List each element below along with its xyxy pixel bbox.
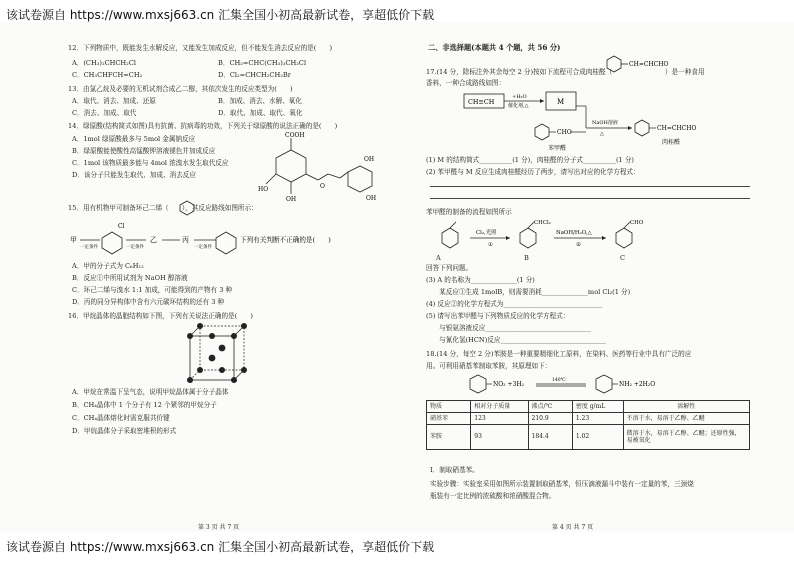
group-cooh: COOH: [285, 132, 305, 139]
table-cell: 苯胺: [427, 425, 471, 450]
q14-option-a: A．1mol 绿原酸最多与 5mol 金属钠反应: [72, 135, 196, 143]
q13-stem: 13．由氯乙烷及必要的无机试剂合成乙二醇，其依次发生的反应类型为( ): [68, 85, 293, 93]
prep-reagent-1: Cl₂,光照: [476, 230, 497, 236]
table-header: 物质: [427, 401, 471, 413]
watermark-top: 该试卷源自 https://www.mxsj663.cn 汇集全国小初高最新试卷，享超低价下载: [6, 8, 435, 22]
q12-option-c: C．CH₃CHFCH=CH₂: [72, 71, 143, 79]
table-cell: 1.23: [572, 413, 623, 425]
benzaldehyde-prep-route: [436, 216, 676, 256]
q17-part-5b: 与氰化氢(HCN)反应________________________________: [426, 336, 606, 344]
table-row: [427, 425, 750, 450]
label-c: C: [620, 254, 626, 262]
q14-option-b: B．绿原酸能使酸性高锰酸钾溶液褪色并加成反应: [72, 147, 216, 155]
q16-option-d: D．甲烷晶体分子采取密堆积的形式: [72, 427, 177, 435]
route-label-bing: 丙: [182, 236, 189, 244]
prep-cho: CHO: [630, 220, 644, 226]
answer-line: [430, 186, 750, 187]
methane-unit-cell: [184, 322, 250, 388]
page-number-left: 第 3 页 共 7 页: [198, 524, 240, 531]
q18-part-1: Ⅰ．制取硝基苯。: [430, 466, 479, 474]
q17-answer-prompt: 回答下列问题。: [426, 264, 473, 272]
q17-part-2: (2) 苯甲醛与 M 反应生成肉桂醛经历了两步，请写出对应的化学方程式：: [426, 168, 640, 176]
property-table: [426, 400, 750, 450]
route-cho-group: CHO: [557, 129, 572, 136]
table-header: 相对分子质量: [471, 401, 528, 413]
q17-part-3: (3) A 的名称为______________(1 分): [426, 276, 535, 284]
q17-part-4: (4) 反应②的化学方程式为______________________________: [426, 300, 603, 308]
table-cell: 1.02: [572, 425, 623, 450]
section-title: 二、非选择题(本题共 4 个题，共 56 分): [428, 43, 561, 52]
table-cell: 微溶于水，易溶于乙醇、乙醚；还原性强，易被氧化: [623, 425, 749, 450]
cinnamaldehyde-structure: [604, 54, 694, 74]
route-cond-3: 一定条件: [194, 245, 212, 250]
q14-option-d: D．该分子只能发生取代、加成、消去反应: [72, 171, 196, 179]
route-product-label: 肉桂醛: [662, 139, 681, 146]
q18-reaction-equation: [466, 372, 696, 396]
route-aldehyde-group: CH=CHCHO: [657, 125, 697, 132]
q14-stem: 14．绿原酸(结构简式如图)具有抗菌、抗病毒的功效，下列关于绿原酸的说法正确的是( ): [68, 122, 338, 130]
q16-stem: 16．甲烷晶体的晶胞结构如下图，下列有关说法正确的是( ): [68, 312, 253, 320]
route-benzaldehyde-label: 苯甲醛: [548, 145, 567, 152]
q17-part-3b: 某反应①生成 1molB，则需要消耗______________mol Cl₂(1 分): [426, 288, 631, 296]
q12-option-b: B．CH₂=CHC(CH₃)₂CH₂Cl: [218, 59, 307, 67]
route-acetylene: CH≡CH: [468, 98, 495, 106]
group-o: O: [320, 183, 325, 190]
table-header-row: [427, 401, 750, 413]
q17-part-5a: 与银氨溶液反应________________________________: [426, 324, 591, 332]
q15-option-b: B．反应①中所用试剂为 NaOH 醇溶液: [72, 274, 188, 282]
route-cond-2: 一定条件: [126, 245, 144, 250]
route-label-jia: 甲: [70, 236, 77, 244]
page-number-right: 第 4 页 共 7 页: [552, 524, 594, 531]
group-oh-1: OH: [286, 196, 297, 203]
q18-step-1: 实验步骤：实验室采用如图所示装置制取硝基苯，恒压滴液漏斗中装有一定量的苯，三颈烧: [430, 480, 694, 488]
table-cell: 硝基苯: [427, 413, 471, 425]
answer-line: [430, 198, 750, 199]
eq-left: NO₂ +3H₂: [493, 381, 524, 388]
q18-step-2: 瓶装有一定比例的浓硫酸和浓硝酸混合物。: [430, 492, 556, 500]
q13-option-d: D．取代、加成、取代、氧化: [218, 109, 303, 117]
route-reagent-2a: NaOH溶液: [592, 120, 618, 126]
q16-option-b: B．CH₄晶体中 1 个分子有 12 个紧邻的甲烷分子: [72, 401, 217, 409]
q12-option-d: D．Cl₂=CHCH₂CH₂Br: [218, 71, 291, 79]
q13-option-a: A．取代、消去、加成、还原: [72, 97, 156, 105]
q17-stem-1: 17.(14 分，除标注外其余每空 2 分)按如下流程可合成肉桂醛（ ）是一种食用: [426, 68, 705, 76]
q15-option-c: C．环己二烯与溴水 1:1 加成，可能得到的产物有 3 种: [72, 286, 233, 294]
group-ho: HO: [258, 186, 269, 193]
prep-chcl2: CHCl₂: [534, 220, 551, 226]
table-header: 密度 g/mL: [572, 401, 623, 413]
group-oh-2: OH: [364, 156, 375, 163]
group-oh-3: OH: [366, 195, 377, 202]
table-row: [427, 413, 750, 425]
q13-option-b: B．加成、消去、水解、氧化: [218, 97, 302, 105]
q12-stem: 12．下列物质中，既能发生水解反应，又能发生加成反应，但不能发生消去反应的是( ): [68, 44, 333, 52]
table-cell: 123: [471, 413, 528, 425]
prep-step-1: ①: [488, 242, 493, 248]
q17-part-1: (1) M 的结构简式__________(1 分)，肉桂醛的分子式__________(1 分): [426, 156, 634, 164]
table-cell: 184.4: [528, 425, 572, 450]
table-header: 溶解性: [623, 401, 749, 413]
chlorogenic-acid-structure: [256, 128, 381, 208]
eq-right: NH₂ +2H₂O: [619, 381, 656, 388]
prep-reagent-2: NaOH/H₂O,△: [556, 230, 592, 236]
prep-step-2: ②: [576, 242, 581, 248]
route-cond-1: 一定条件: [80, 245, 98, 250]
q15-stem: 15．用有机物甲可制备环己二烯（ ），其反应路线如图所示：: [68, 204, 258, 212]
eq-condition: 140℃: [552, 378, 566, 383]
q15-option-d: D．丙的同分异构体中含有六元碳环结构的还有 3 种: [72, 298, 225, 306]
q18-stem-2: 用。可利用硝基苯制取苯胺，其原理如下：: [426, 362, 552, 370]
q18-stem-1: 18.(14 分，每空 2 分)苯胺是一种重要精细化工原料，在染料、医药等行业中具有广泛的应: [426, 350, 692, 358]
q15-option-a: A．甲的分子式为 C₆H₁₂: [72, 262, 144, 270]
q12-option-a: A．(CH₃)₂CHCH₂Cl: [72, 59, 136, 67]
route-reagent-2b: △: [600, 131, 604, 137]
q13-option-c: C．消去、加成、取代: [72, 109, 137, 117]
route-m: M: [557, 98, 565, 106]
label-a: A: [436, 254, 441, 262]
route-cl: Cl: [118, 223, 125, 230]
q17-synthesis-route: [462, 90, 752, 152]
cinnamaldehyde-group: CH=CHCHO: [629, 61, 669, 68]
route-reagent-1b: 催化剂,△: [508, 103, 529, 109]
route-label-yi: 乙: [150, 236, 157, 244]
table-header: 沸点/℃: [528, 401, 572, 413]
q16-option-a: A．甲烷在常温下呈气态，说明甲烷晶体属于分子晶体: [72, 388, 229, 396]
q17-part-5: (5) 请写出苯甲醛与下列物质反应的化学方程式：: [426, 312, 570, 320]
route-reagent-1a: +H₂O: [512, 94, 527, 100]
q17-prep-title: 苯甲醛的制备的流程如图所示: [426, 208, 512, 216]
q16-option-c: C．CH₄晶体熔化时需克服共价键: [72, 414, 170, 422]
q14-option-c: C．1mol 该物质最多能与 4mol 浓溴水发生取代反应: [72, 159, 229, 167]
q17-stem-2: 香料，一种合成路线如图：: [426, 79, 506, 87]
table-cell: 不溶于水，易溶于乙醇、乙醚: [623, 413, 749, 425]
watermark-bottom: 该试卷源自 https://www.mxsj663.cn 汇集全国小初高最新试卷，享超低价下载: [6, 540, 435, 554]
table-cell: 210.9: [528, 413, 572, 425]
q15-reaction-route: [68, 216, 386, 260]
q15-tail: 下列有关判断不正确的是( ): [240, 236, 331, 244]
table-cell: 93: [471, 425, 528, 450]
label-b: B: [524, 254, 529, 262]
cyclohexadiene-icon: [178, 200, 196, 216]
